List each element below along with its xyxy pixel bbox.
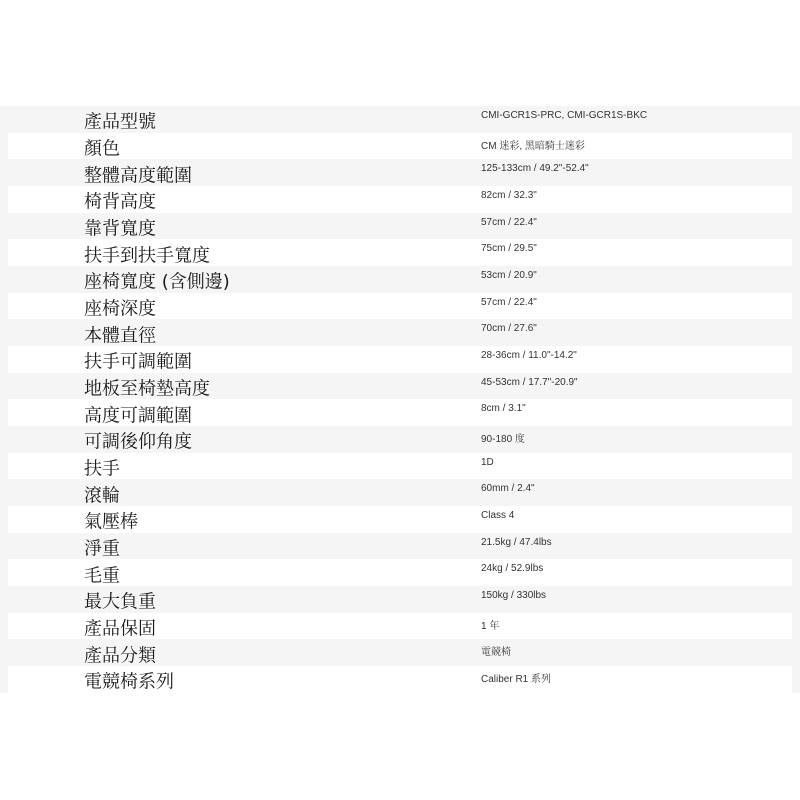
spec-label: 氣壓棒 <box>84 511 138 533</box>
spec-table <box>0 106 800 693</box>
spec-label: 座椅深度 <box>84 298 156 320</box>
spec-value: 70cm / 27.6" <box>481 323 537 335</box>
spec-value: CMI-GCR1S-PRC, CMI-GCR1S-BKC <box>481 110 648 121</box>
spec-label: 椅背高度 <box>84 191 156 213</box>
spec-value: 28-36cm / 11.0"-14.2" <box>481 350 577 362</box>
spec-label: 扶手 <box>84 458 120 480</box>
spec-value: 125-133cm / 49.2"-52.4" <box>481 163 589 175</box>
spec-label: 顏色 <box>84 138 120 160</box>
spec-label: 產品分類 <box>84 645 156 667</box>
spec-value: 90-180 度 <box>481 434 525 446</box>
spec-row-max-load <box>0 586 800 613</box>
spec-label: 產品保固 <box>84 618 156 640</box>
spec-row-armrest-width <box>8 239 792 266</box>
spec-value: 24kg / 52.9lbs <box>481 563 544 575</box>
spec-row-backrest-width <box>0 213 800 240</box>
spec-label: 產品型號 <box>84 111 156 133</box>
spec-label: 扶手可調範圍 <box>84 351 192 373</box>
spec-value: 1D <box>481 456 494 468</box>
spec-row-seat-depth <box>8 293 792 320</box>
spec-value: 57cm / 22.4" <box>481 216 537 228</box>
spec-value: 電競椅 <box>481 647 511 659</box>
spec-row-casters <box>0 479 800 506</box>
spec-row-seat-width <box>0 266 800 293</box>
spec-value: 45-53cm / 17.7"-20.9" <box>481 376 578 388</box>
spec-value: 53cm / 20.9" <box>481 270 537 282</box>
spec-value: 21.5kg / 47.4lbs <box>481 536 552 548</box>
spec-label: 淨重 <box>84 538 120 560</box>
spec-label: 本體直徑 <box>84 325 156 347</box>
spec-label: 毛重 <box>84 565 120 587</box>
spec-row-color <box>8 133 792 160</box>
spec-label: 地板至椅墊高度 <box>84 378 210 400</box>
spec-value: Caliber R1 系列 <box>481 674 552 686</box>
spec-value: 82cm / 32.3" <box>481 190 537 202</box>
spec-row-height-range <box>8 399 792 426</box>
spec-row-category <box>0 639 800 666</box>
spec-label: 滾輪 <box>84 485 120 507</box>
spec-value: CM 迷彩, 黑暗騎士迷彩 <box>481 140 585 152</box>
spec-value: 57cm / 22.4" <box>481 296 537 308</box>
spec-row-armrest <box>8 453 792 480</box>
spec-row-warranty <box>8 613 792 640</box>
spec-label: 靠背寬度 <box>84 218 156 240</box>
spec-value: 8cm / 3.1" <box>481 403 526 415</box>
spec-row-gas-lift <box>8 506 792 533</box>
spec-row-base-diameter <box>0 319 800 346</box>
spec-value: 60mm / 2.4" <box>481 483 535 495</box>
spec-row-series <box>8 666 792 693</box>
spec-row-backrest-height <box>8 186 792 213</box>
spec-row-model <box>0 106 800 133</box>
spec-label: 整體高度範圍 <box>84 164 192 186</box>
spec-label: 可調後仰角度 <box>84 431 192 453</box>
spec-row-armrest-range <box>8 346 792 373</box>
spec-value: 75cm / 29.5" <box>481 243 537 255</box>
spec-value: 1 年 <box>481 620 500 632</box>
spec-value: Class 4 <box>481 510 515 522</box>
spec-label: 最大負重 <box>84 591 156 613</box>
spec-label: 高度可調範圍 <box>84 405 192 427</box>
spec-row-net-weight <box>0 533 800 560</box>
spec-row-overall-height <box>0 159 800 186</box>
spec-label: 座椅寬度 (含側邊) <box>84 271 230 293</box>
spec-value: 150kg / 330lbs <box>481 590 547 602</box>
spec-label: 電競椅系列 <box>84 671 174 693</box>
spec-row-gross-weight <box>8 559 792 586</box>
spec-row-floor-to-seat <box>0 373 800 400</box>
spec-label: 扶手到扶手寬度 <box>84 244 210 266</box>
spec-row-recline-angle <box>0 426 800 453</box>
